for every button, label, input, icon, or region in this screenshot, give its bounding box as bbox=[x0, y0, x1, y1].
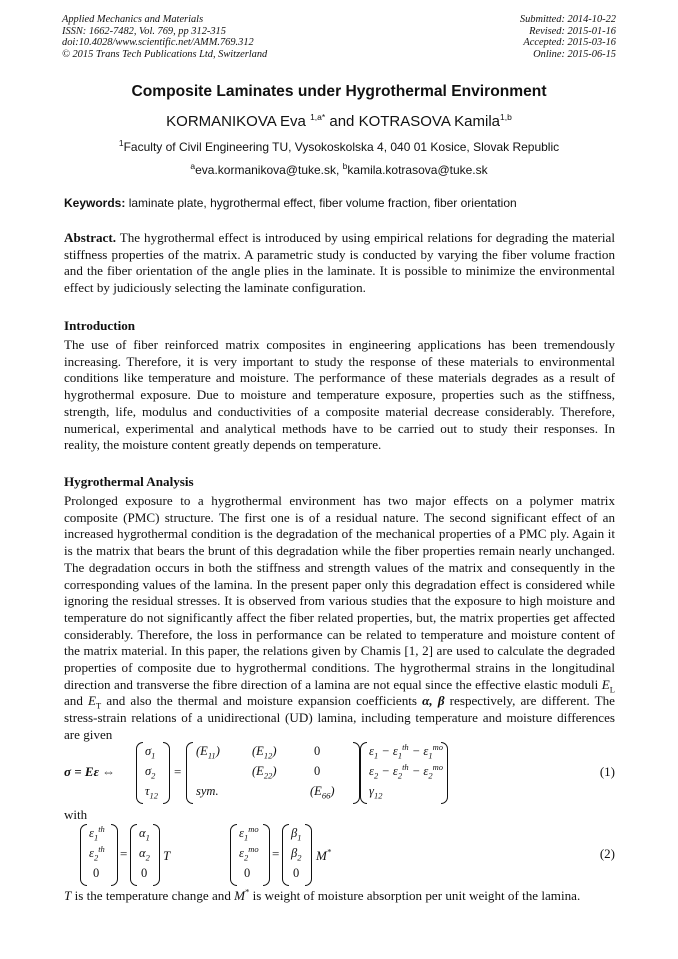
email-a-sup: a bbox=[190, 161, 196, 171]
issn-line: ISSN: 1662-7482, Vol. 769, pp 312-315 bbox=[62, 25, 226, 37]
hygro-text-2: and also the thermal and moisture expansion coefficients bbox=[101, 693, 423, 709]
sigma-2: σ bbox=[145, 764, 152, 778]
equation-2: $\varepsilon_1^{th}$ $\varepsilon_2^{th}$ 0 = $\alpha_1$ $\alpha_2$ 0 T $\varepsilon_1^{mo}$ $\varepsilon_2^{mo}$ 0 = $\beta_1$ $\beta_2$ 0 M* (2) bbox=[64, 824, 615, 886]
equation-1-number: (1) bbox=[599, 764, 615, 779]
affiliation bbox=[0, 140, 678, 154]
E66: (E bbox=[310, 784, 322, 798]
E11-sub: 11 bbox=[207, 750, 216, 761]
sigma-2-sub: 2 bbox=[151, 770, 156, 781]
E66-sub: 66 bbox=[321, 790, 331, 801]
final-sentence bbox=[64, 888, 615, 905]
author-2-sup: 1,b bbox=[500, 112, 512, 122]
revised-date: Revised: 2015-01-16 bbox=[529, 25, 616, 37]
journal-header-left bbox=[62, 14, 267, 60]
with-label: with bbox=[64, 807, 88, 822]
eq2-M: M bbox=[316, 848, 327, 863]
copyright-line: © 2015 Trans Tech Publications Ltd, Switzerland bbox=[62, 48, 268, 60]
hygrothermal-heading: Hygrothermal Analysis bbox=[64, 474, 194, 489]
abstract-text: The hygrothermal effect is introduced by using empirical relations for degrading the material stiffness properties of the matrix. A parametric study is conducted by varying the fiber volume fraction and the fiber orientation of the angle plies in the laminate. It is possible to minimize the environmental effect by judiciously selecting the laminate configuration. bbox=[64, 230, 615, 296]
paper-title: Composite Laminates under Hygrothermal Environment bbox=[131, 83, 547, 100]
eq2-alpha-vector: $\alpha_1$ $\alpha_2$ 0 bbox=[130, 824, 160, 886]
alpha-beta-symbols: α, β bbox=[422, 693, 445, 709]
equation-1: σ = Eε ⇔ $\sigma_1$ $\sigma_2$ $\tau_{12}$ = $(E_{11})$ $(E_{12})$ 0 $(E_{22})$ 0 sym. $(E_{66})$ $\varepsilon_1 - \varepsilon_1^{th} - \varepsilon_1^{mo}$ $\varepsilon_2 - \varepsilon_2^{th} - \varepsilon_2^{mo}$ $\gamma_{12}$ (1) bbox=[64, 742, 615, 804]
affiliation-sup: 1 bbox=[118, 138, 124, 148]
EL-sub: L bbox=[609, 684, 615, 695]
ET-sub: T bbox=[96, 701, 102, 712]
zero-13: 0 bbox=[314, 744, 321, 758]
affiliation-text: Faculty of Civil Engineering TU, Vysokoskolska 4, 040 01 Kosice, Slovak Republic bbox=[123, 140, 560, 154]
eq2-beta-vector: $\beta_1$ $\beta_2$ 0 bbox=[282, 824, 312, 886]
hygro-text-3: respectively, are different. The stress-strain relations of a unidirectional (UD) lamina, including temperature and moisture differences are given bbox=[64, 693, 615, 742]
author-and: and bbox=[329, 113, 359, 130]
E22: (E bbox=[252, 764, 264, 778]
E22-sub: 22 bbox=[263, 770, 273, 781]
journal-name: Applied Mechanics and Materials bbox=[62, 14, 204, 25]
gamma-12: γ bbox=[369, 784, 374, 798]
tau-12-sub: 12 bbox=[149, 790, 158, 801]
eq1-strain-vector: $\varepsilon_1 - \varepsilon_1^{th} - \varepsilon_1^{mo}$ $\varepsilon_2 - \varepsilon_2^{th} - \varepsilon_2^{mo}$ $\gamma_{12}$ bbox=[360, 742, 448, 804]
eq2-thermal-strain: $\varepsilon_1^{th}$ $\varepsilon_2^{th}$ 0 bbox=[80, 824, 118, 886]
emails bbox=[0, 163, 678, 177]
author-2: KOTRASOVA Kamila bbox=[358, 113, 501, 130]
submitted-date: Submitted: 2014-10-22 bbox=[519, 14, 616, 25]
equation-2-number: (2) bbox=[599, 846, 615, 861]
ET-symbol: E bbox=[88, 693, 97, 709]
final-text-2: is weight of moisture absorption per unit weight of the lamina. bbox=[249, 888, 581, 903]
zero-23: 0 bbox=[314, 764, 321, 778]
sym-label: sym. bbox=[196, 784, 219, 798]
eq2-T: T bbox=[163, 848, 171, 863]
eps-2: ε bbox=[369, 764, 374, 778]
doi-line: doi:10.4028/www.scientific.net/AMM.769.312 bbox=[62, 37, 254, 49]
EL-symbol: E bbox=[601, 676, 610, 692]
author-line bbox=[0, 113, 678, 130]
E12: (E bbox=[252, 744, 264, 758]
journal-header-right bbox=[520, 14, 616, 60]
eq2-moisture-strain: $\varepsilon_1^{mo}$ $\varepsilon_2^{mo}$ 0 bbox=[230, 824, 270, 886]
keywords-text: laminate plate, hygrothermal effect, fiber volume fraction, fiber orientation bbox=[125, 196, 517, 210]
eq2-M-sup: * bbox=[326, 846, 332, 857]
hygrothermal-paragraph bbox=[64, 493, 615, 744]
email-b-sup: b bbox=[342, 161, 348, 171]
sigma-1: σ bbox=[145, 744, 152, 758]
eps-1: ε bbox=[369, 744, 374, 758]
final-text-1: is the temperature change and bbox=[71, 888, 235, 903]
final-M: M bbox=[234, 888, 246, 903]
author-1: KORMANIKOVA Eva bbox=[166, 113, 306, 130]
eq1-stiffness-matrix: $(E_{11})$ $(E_{12})$ 0 $(E_{22})$ 0 sym. $(E_{66})$ bbox=[186, 742, 360, 804]
sigma-1-sub: 1 bbox=[151, 750, 156, 761]
eq1-lhs: σ = Eε ⇔ bbox=[64, 764, 116, 779]
introduction-heading: Introduction bbox=[64, 318, 136, 333]
final-M-sup: * bbox=[245, 886, 250, 897]
hygro-and: and bbox=[64, 693, 89, 709]
tau-12: τ bbox=[145, 784, 150, 798]
email-a[interactable]: eva.kormanikova@tuke.sk, bbox=[195, 163, 343, 177]
email-b[interactable]: kamila.kotrasova@tuke.sk bbox=[347, 163, 488, 177]
abstract-label: Abstract. bbox=[64, 230, 116, 245]
keywords-label: Keywords: bbox=[64, 196, 126, 210]
accepted-date: Accepted: 2015-03-16 bbox=[523, 37, 616, 49]
E11: (E bbox=[196, 744, 208, 758]
hygro-text-1: Prolonged exposure to a hygrothermal environment has two major effects on a polymer matrix composite (PMC) structure. The first one is of a residual nature. The second significant effect of an increased hygrothermal condition is the degradation of the mechanical properties of a PMC ply. Again it is the matrix that bears the brunt of this degradation while the fiber properties remain nearly unchanged. The degradation occurs in both the stiffness and strength values of the matrix and consequently in the corresponding values of the lamina. In the present paper only this degradation effect is considered while ignoring the residual stresses. It is observed from various studies that the exposure to high moisture and temperature do not significantly affect the fiber related properties, but, the matrix properties get affected considerably. Therefore, the loss in performance can be related to temperature and moisture content of the matrix material. In this paper, the relations given by Chamis [1, 2] are used to calculate the degraded properties of composite due to hygrothermal conditions. The hygrothermal strains in the longitudinal direction and transverse the fibre direction of a lamina are not equal since the effective elastic moduli bbox=[64, 493, 615, 692]
keywords bbox=[64, 196, 624, 210]
author-1-sup: 1,a* bbox=[310, 112, 326, 122]
final-T: T bbox=[64, 888, 72, 903]
abstract-paragraph bbox=[64, 230, 615, 297]
eq1-stress-vector bbox=[136, 742, 170, 804]
online-date: Online: 2015-06-15 bbox=[533, 48, 616, 60]
E12-sub: 12 bbox=[263, 750, 273, 761]
introduction-paragraph: The use of fiber reinforced matrix composites in engineering applications has been tremendously increasing. Therefore, it is very important to study the response of these materials to environmental conditions like temperature and moisture. The performance of these materials degrades as a result of hygrothermal exposure. Due to moisture and temperature exposure, properties such as the stiffness, strength, life, modulus and conductivities of a composite material decrease considerably. Therefore, numerical, experimental and analytical methods have to be carried out to study their responses. In reality, the moisture content greatly depends on temperature. bbox=[64, 337, 615, 453]
